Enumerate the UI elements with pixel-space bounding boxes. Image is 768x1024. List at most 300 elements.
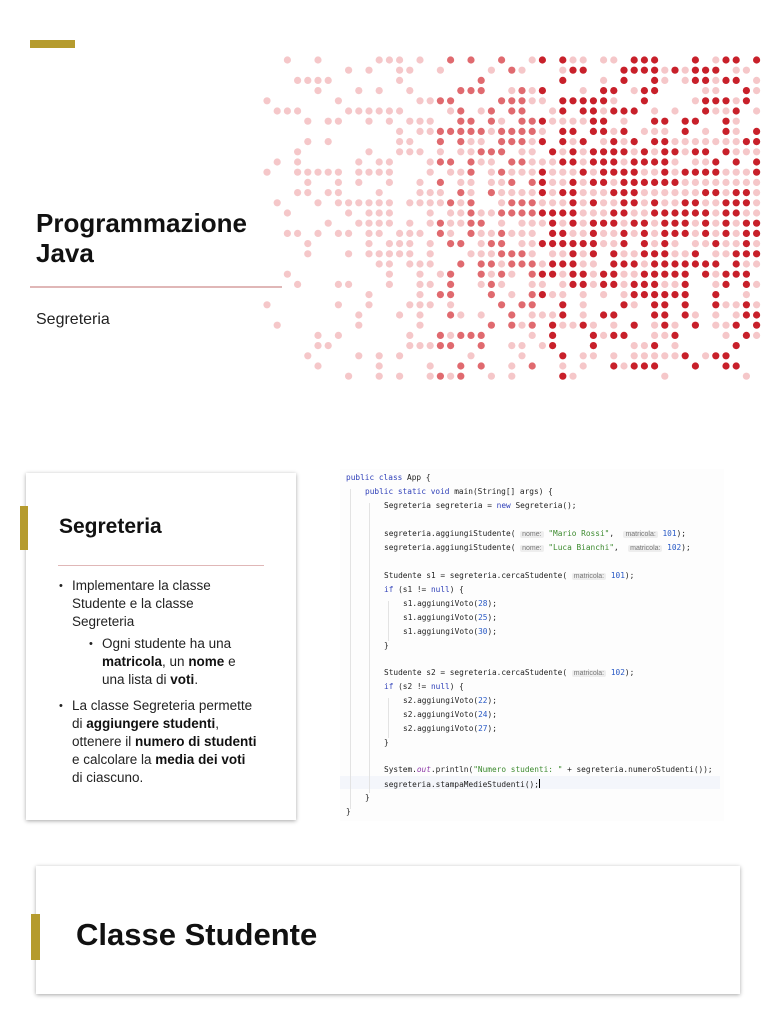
- decorative-dot: [580, 199, 587, 206]
- decorative-dot: [610, 148, 617, 155]
- decorative-dot: [743, 97, 750, 104]
- code-line: s2.aggiungiVoto(27);: [403, 724, 497, 733]
- slide-subtitle: Segreteria: [36, 311, 110, 328]
- decorative-dot: [692, 56, 699, 63]
- decorative-dot: [580, 189, 587, 196]
- decorative-dot: [580, 220, 587, 227]
- decorative-dot: [692, 240, 699, 247]
- decorative-dot: [345, 281, 352, 288]
- decorative-dot: [488, 260, 495, 267]
- decorative-dot: [345, 107, 352, 114]
- decorative-dot: [631, 230, 638, 237]
- decorative-dot: [671, 107, 678, 114]
- decorative-dot: [661, 250, 668, 257]
- decorative-dot: [712, 220, 719, 227]
- decorative-dot: [722, 230, 729, 237]
- decorative-dot: [447, 199, 454, 206]
- decorative-dot: [661, 281, 668, 288]
- decorative-dot: [406, 87, 413, 94]
- decorative-dot: [620, 118, 627, 125]
- decorative-dot: [682, 260, 689, 267]
- decorative-dot: [733, 148, 740, 155]
- decorative-dot: [325, 138, 332, 145]
- decorative-dot: [702, 97, 709, 104]
- decorative-dot: [335, 230, 342, 237]
- decorative-dot: [416, 311, 423, 318]
- decorative-dot: [396, 373, 403, 380]
- decorative-dot: [610, 250, 617, 257]
- decorative-dot: [559, 67, 566, 74]
- decorative-dot: [386, 209, 393, 216]
- decorative-dot: [345, 67, 352, 74]
- decorative-dot: [518, 352, 525, 359]
- decorative-dot: [396, 67, 403, 74]
- decorative-dot: [569, 128, 576, 135]
- decorative-dot: [427, 373, 434, 380]
- decorative-dot: [376, 373, 383, 380]
- decorative-dot: [447, 373, 454, 380]
- decorative-dot: [641, 189, 648, 196]
- decorative-dot: [488, 128, 495, 135]
- decorative-dot: [355, 179, 362, 186]
- decorative-dot: [559, 118, 566, 125]
- decorative-dot: [304, 250, 311, 257]
- decorative-dot: [702, 158, 709, 165]
- decorative-dot: [682, 179, 689, 186]
- decorative-dot: [457, 260, 464, 267]
- decorative-dot: [447, 209, 454, 216]
- decorative-dot: [467, 352, 474, 359]
- decorative-dot: [386, 271, 393, 278]
- decorative-dot: [620, 332, 627, 339]
- code-line: s2.aggiungiVoto(24);: [403, 710, 497, 719]
- decorative-dot: [692, 77, 699, 84]
- decorative-dot: [325, 118, 332, 125]
- decorative-dot: [376, 199, 383, 206]
- decorative-dot: [488, 250, 495, 257]
- decorative-dot: [580, 169, 587, 176]
- decorative-dot: [488, 240, 495, 247]
- decorative-dot: [682, 311, 689, 318]
- decorative-dot: [753, 158, 760, 165]
- decorative-dot: [427, 128, 434, 135]
- decorative-dot: [712, 301, 719, 308]
- decorative-dot: [692, 362, 699, 369]
- decorative-dot: [355, 220, 362, 227]
- decorative-dot: [610, 199, 617, 206]
- decorative-dot: [498, 138, 505, 145]
- decorative-dot: [518, 260, 525, 267]
- decorative-dot: [549, 250, 556, 257]
- decorative-dot: [733, 342, 740, 349]
- decorative-dot: [314, 332, 321, 339]
- decorative-dot: [722, 209, 729, 216]
- decorative-dot: [559, 158, 566, 165]
- decorative-dot: [580, 138, 587, 145]
- decorative-dot: [457, 209, 464, 216]
- decorative-dot: [467, 169, 474, 176]
- decorative-dot: [590, 332, 597, 339]
- decorative-dot: [447, 281, 454, 288]
- decorative-dot: [722, 199, 729, 206]
- decorative-dot: [743, 138, 750, 145]
- decorative-dot: [559, 311, 566, 318]
- decorative-dot: [620, 362, 627, 369]
- decorative-dot: [651, 179, 658, 186]
- decorative-dot: [508, 158, 515, 165]
- decorative-dot: [651, 322, 658, 329]
- decorative-dot: [447, 230, 454, 237]
- decorative-dot: [314, 56, 321, 63]
- decorative-dot: [733, 322, 740, 329]
- decorative-dot: [274, 158, 281, 165]
- decorative-dot: [355, 87, 362, 94]
- decorative-dot: [508, 87, 515, 94]
- code-line: System.out.println("Numero studenti: " + segreteria.numeroStudenti());: [384, 765, 713, 774]
- decorative-dot: [549, 271, 556, 278]
- decorative-dot: [590, 179, 597, 186]
- decorative-dot: [498, 250, 505, 257]
- decorative-dot: [437, 158, 444, 165]
- decorative-dot: [529, 301, 536, 308]
- decorative-dot: [631, 107, 638, 114]
- decorative-dot: [416, 189, 423, 196]
- decorative-dot: [590, 250, 597, 257]
- decorative-dot: [712, 169, 719, 176]
- decorative-dot: [539, 138, 546, 145]
- code-line: }: [365, 793, 370, 802]
- decorative-dot: [692, 148, 699, 155]
- decorative-dot: [743, 209, 750, 216]
- decorative-dot: [569, 56, 576, 63]
- decorative-dot: [498, 148, 505, 155]
- decorative-dot: [518, 189, 525, 196]
- decorative-dot: [651, 240, 658, 247]
- decorative-dot: [518, 107, 525, 114]
- decorative-dot: [651, 209, 658, 216]
- decorative-dot: [671, 342, 678, 349]
- decorative-dot: [753, 87, 760, 94]
- decorative-dot: [529, 97, 536, 104]
- decorative-dot: [386, 118, 393, 125]
- decorative-dot: [692, 311, 699, 318]
- decorative-dot: [631, 56, 638, 63]
- decorative-dot: [620, 148, 627, 155]
- decorative-dot: [549, 230, 556, 237]
- decorative-dot: [651, 352, 658, 359]
- decorative-dot: [427, 118, 434, 125]
- decorative-dot: [641, 128, 648, 135]
- decorative-dot: [406, 199, 413, 206]
- decorative-dot: [610, 230, 617, 237]
- decorative-dot: [692, 260, 699, 267]
- decorative-dot: [569, 138, 576, 145]
- decorative-dot: [753, 281, 760, 288]
- decorative-dot: [682, 169, 689, 176]
- decorative-dot: [498, 56, 505, 63]
- decorative-dot: [753, 332, 760, 339]
- decorative-dot: [733, 158, 740, 165]
- decorative-dot: [722, 97, 729, 104]
- decorative-dot: [314, 342, 321, 349]
- decorative-dot: [416, 179, 423, 186]
- decorative-dot: [580, 209, 587, 216]
- decorative-dot: [743, 199, 750, 206]
- decorative-dot: [702, 67, 709, 74]
- decorative-dot: [467, 87, 474, 94]
- decorative-dot: [661, 77, 668, 84]
- decorative-dot: [284, 107, 291, 114]
- decorative-dot: [722, 148, 729, 155]
- decorative-dot: [294, 189, 301, 196]
- decorative-dot: [651, 118, 658, 125]
- decorative-dot: [529, 281, 536, 288]
- decorative-dot: [743, 169, 750, 176]
- decorative-dot: [661, 271, 668, 278]
- code-line: if (s1 != null) {: [384, 585, 464, 594]
- decorative-dot: [437, 230, 444, 237]
- decorative-dot: [569, 179, 576, 186]
- decorative-dot: [478, 220, 485, 227]
- decorative-dot: [682, 301, 689, 308]
- decorative-dot: [559, 220, 566, 227]
- decorative-dot: [457, 128, 464, 135]
- decorative-dot: [692, 230, 699, 237]
- decorative-dot: [671, 352, 678, 359]
- decorative-dot: [569, 189, 576, 196]
- decorative-dot: [416, 97, 423, 104]
- decorative-dot: [437, 128, 444, 135]
- decorative-dot: [671, 169, 678, 176]
- code-line: Studente s1 = segreteria.cercaStudente( matricola: 101);: [384, 571, 635, 580]
- decorative-dot: [661, 332, 668, 339]
- decorative-dot: [559, 362, 566, 369]
- decorative-dot: [416, 230, 423, 237]
- decorative-dot: [508, 199, 515, 206]
- decorative-dot: [620, 138, 627, 145]
- decorative-dot: [539, 209, 546, 216]
- decorative-dot: [702, 271, 709, 278]
- decorative-dot: [345, 373, 352, 380]
- decorative-dot: [427, 97, 434, 104]
- decorative-dot: [396, 128, 403, 135]
- accent-bar: [20, 506, 28, 550]
- decorative-dot: [743, 87, 750, 94]
- decorative-dot: [406, 220, 413, 227]
- decorative-dot: [406, 250, 413, 257]
- decorative-dot: [600, 209, 607, 216]
- decorative-dot: [559, 281, 566, 288]
- decorative-dot: [488, 107, 495, 114]
- decorative-dot: [559, 179, 566, 186]
- decorative-dot: [702, 189, 709, 196]
- decorative-dot: [365, 220, 372, 227]
- decorative-dot: [743, 260, 750, 267]
- decorative-dot: [733, 260, 740, 267]
- decorative-dot: [416, 199, 423, 206]
- decorative-dot: [294, 77, 301, 84]
- decorative-dot: [610, 352, 617, 359]
- decorative-dot: [610, 179, 617, 186]
- decorative-dot: [692, 209, 699, 216]
- decorative-dot: [671, 271, 678, 278]
- decorative-dot: [508, 138, 515, 145]
- decorative-dot: [549, 291, 556, 298]
- decorative-dot: [457, 199, 464, 206]
- decorative-dot: [529, 240, 536, 247]
- decorative-dot: [661, 138, 668, 145]
- decorative-dot: [508, 271, 515, 278]
- decorative-dot: [365, 250, 372, 257]
- decorative-dot: [733, 107, 740, 114]
- decorative-dot: [600, 240, 607, 247]
- decorative-dot: [365, 118, 372, 125]
- decorative-dot: [712, 322, 719, 329]
- accent-bar: [31, 914, 40, 960]
- decorative-dot: [529, 128, 536, 135]
- decorative-dot: [712, 107, 719, 114]
- decorative-dot: [661, 260, 668, 267]
- decorative-dot: [682, 128, 689, 135]
- decorative-dot: [620, 158, 627, 165]
- decorative-dot: [743, 67, 750, 74]
- decorative-dot: [580, 250, 587, 257]
- decorative-dot: [631, 138, 638, 145]
- decorative-dot: [733, 67, 740, 74]
- decorative-dot: [457, 240, 464, 247]
- decorative-dot: [518, 301, 525, 308]
- decorative-dot: [539, 271, 546, 278]
- decorative-dot: [702, 128, 709, 135]
- decorative-dot: [661, 148, 668, 155]
- decorative-dot: [682, 250, 689, 257]
- decorative-dot: [559, 250, 566, 257]
- decorative-dot: [569, 250, 576, 257]
- decorative-dot: [457, 169, 464, 176]
- decorative-dot: [427, 199, 434, 206]
- decorative-dot: [712, 97, 719, 104]
- decorative-dot: [355, 199, 362, 206]
- decorative-dot: [518, 240, 525, 247]
- decorative-dot: [580, 291, 587, 298]
- decorative-dot: [488, 230, 495, 237]
- decorative-dot: [508, 342, 515, 349]
- decorative-dot: [304, 240, 311, 247]
- decorative-dot: [590, 148, 597, 155]
- decorative-dot: [631, 250, 638, 257]
- decorative-dot: [712, 56, 719, 63]
- decorative-dot: [692, 322, 699, 329]
- decorative-dot: [641, 148, 648, 155]
- decorative-dot: [671, 322, 678, 329]
- decorative-dot: [610, 97, 617, 104]
- decorative-dot: [549, 240, 556, 247]
- decorative-dot: [274, 107, 281, 114]
- decorative-dot: [263, 301, 270, 308]
- decorative-dot: [569, 230, 576, 237]
- decorative-dot: [467, 250, 474, 257]
- decorative-dot: [753, 189, 760, 196]
- decorative-dot: [376, 169, 383, 176]
- decorative-dot: [529, 148, 536, 155]
- decorative-dot: [549, 118, 556, 125]
- decorative-dot: [661, 179, 668, 186]
- decorative-dot: [702, 77, 709, 84]
- decorative-dot: [376, 189, 383, 196]
- decorative-dot: [631, 271, 638, 278]
- decorative-dot: [651, 67, 658, 74]
- decorative-dot: [702, 209, 709, 216]
- decorative-dot: [345, 209, 352, 216]
- decorative-dot: [722, 362, 729, 369]
- decorative-dot: [498, 220, 505, 227]
- sub-bullet-item: • Ogni studente ha una matricola, un nome e una lista di voti.: [102, 635, 258, 689]
- decorative-dot: [692, 158, 699, 165]
- decorative-dot: [651, 56, 658, 63]
- decorative-dot: [406, 240, 413, 247]
- decorative-dot: [671, 209, 678, 216]
- decorative-dot: [671, 260, 678, 267]
- decorative-dot: [325, 342, 332, 349]
- decorative-dot: [447, 291, 454, 298]
- decorative-dot: [478, 107, 485, 114]
- decorative-dot: [467, 118, 474, 125]
- decorative-dot: [559, 189, 566, 196]
- decorative-dot: [631, 220, 638, 227]
- decorative-dot: [631, 169, 638, 176]
- decorative-dot: [600, 311, 607, 318]
- decorative-dot: [437, 97, 444, 104]
- decorative-dot: [529, 169, 536, 176]
- code-line: s2.aggiungiVoto(22);: [403, 696, 497, 705]
- decorative-dot: [590, 128, 597, 135]
- decorative-dot: [406, 67, 413, 74]
- decorative-dot: [580, 311, 587, 318]
- decorative-dot: [743, 230, 750, 237]
- decorative-dot: [569, 199, 576, 206]
- decorative-dot: [559, 291, 566, 298]
- decorative-dot: [620, 199, 627, 206]
- decorative-dot: [580, 118, 587, 125]
- decorative-dot: [427, 301, 434, 308]
- decorative-dot: [447, 97, 454, 104]
- decorative-dot: [569, 322, 576, 329]
- code-line: }: [384, 738, 389, 747]
- decorative-dot: [508, 97, 515, 104]
- decorative-dot: [580, 87, 587, 94]
- decorative-dot: [314, 362, 321, 369]
- decorative-dot: [498, 209, 505, 216]
- decorative-dot: [314, 230, 321, 237]
- code-line: public class App {: [346, 473, 431, 482]
- decorative-dot: [641, 158, 648, 165]
- decorative-dot: [518, 118, 525, 125]
- decorative-dot: [549, 332, 556, 339]
- decorative-dot: [631, 199, 638, 206]
- decorative-dot: [386, 220, 393, 227]
- decorative-dot: [549, 322, 556, 329]
- decorative-dot: [733, 118, 740, 125]
- decorative-dot: [457, 220, 464, 227]
- decorative-dot: [600, 87, 607, 94]
- text-cursor: [539, 779, 540, 788]
- decorative-dot: [529, 189, 536, 196]
- decorative-dot: [590, 281, 597, 288]
- decorative-dot: [682, 291, 689, 298]
- decorative-dot: [651, 128, 658, 135]
- decorative-dot: [539, 260, 546, 267]
- decorative-dot: [284, 56, 291, 63]
